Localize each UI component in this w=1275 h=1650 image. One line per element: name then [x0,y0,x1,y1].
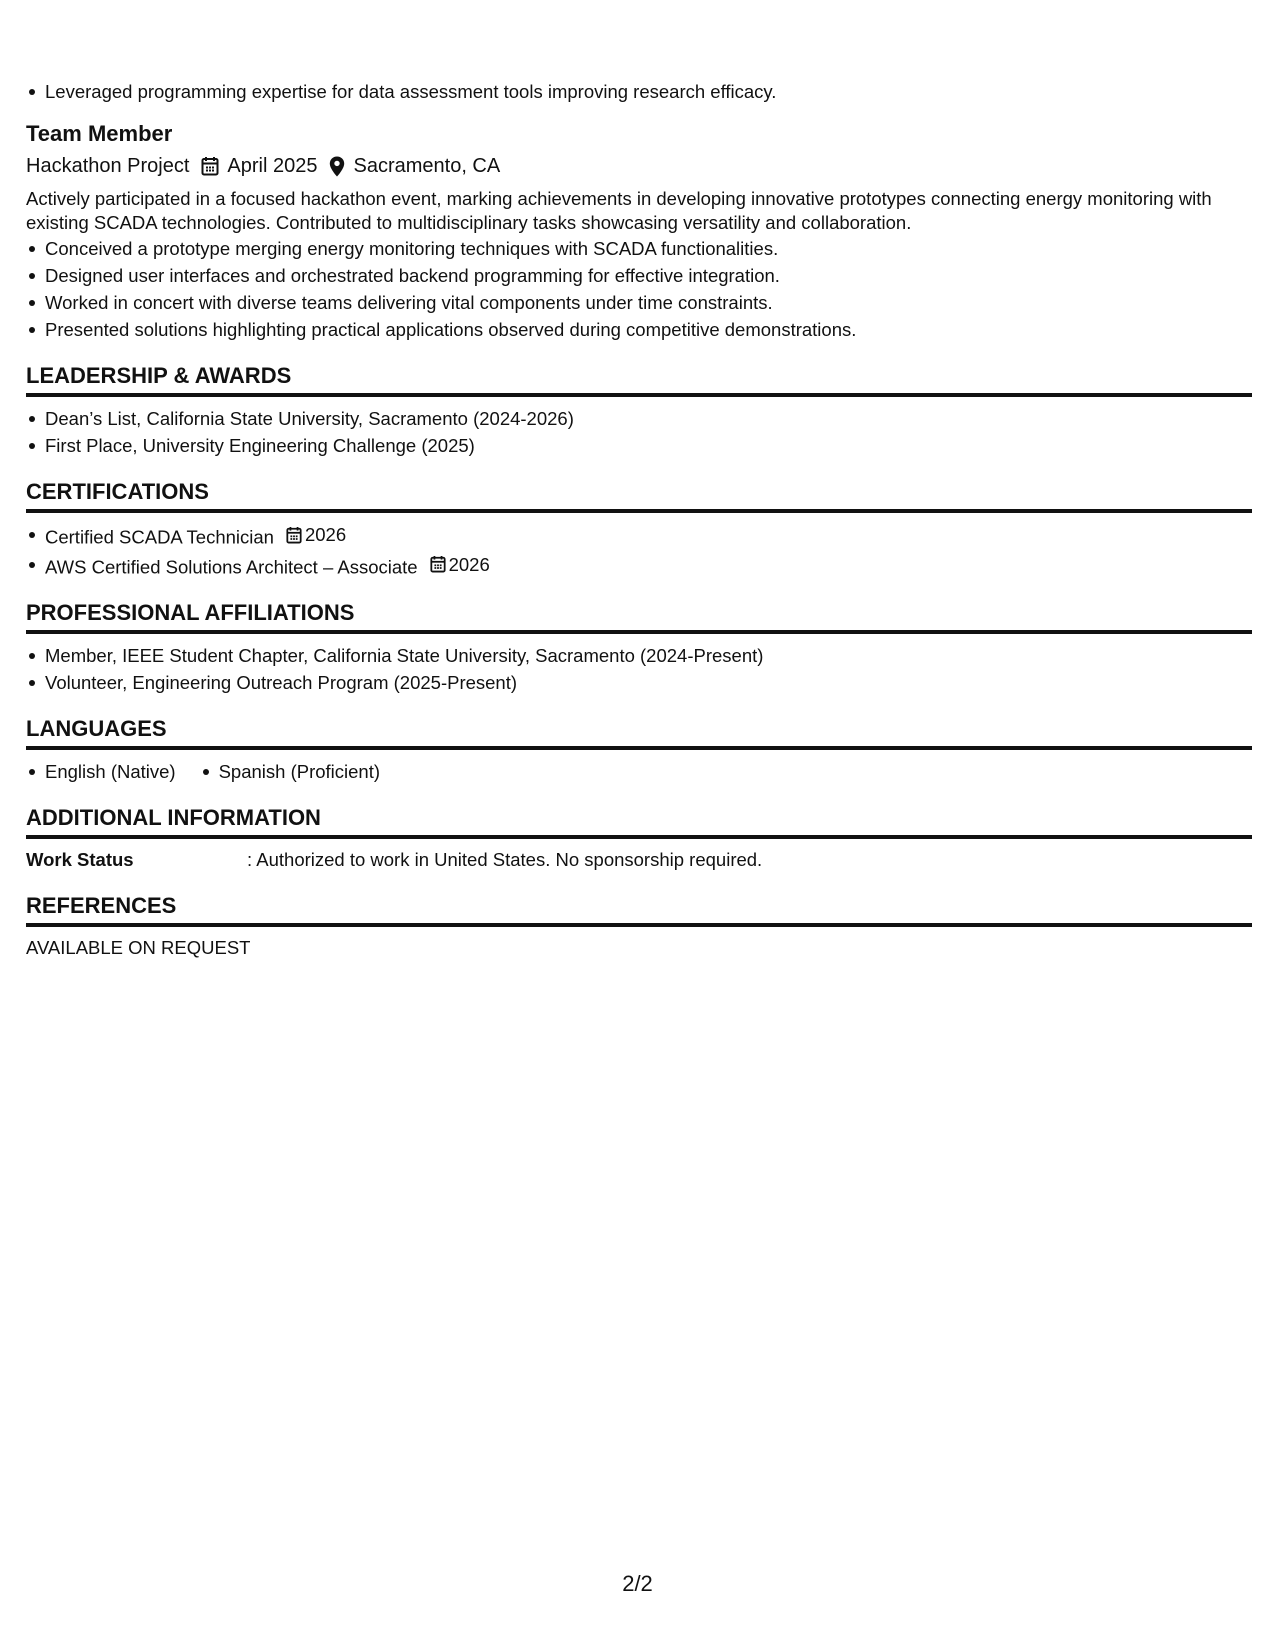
certification-name: AWS Certified Solutions Architect – Associate [45,556,418,577]
list-item: Leveraged programming expertise for data assessment tools improving research efficacy. [26,78,1252,105]
leadership-list [26,405,1252,459]
resume-page [26,78,1252,961]
work-status-row [26,847,1252,873]
entry-location: Sacramento, CA [353,155,501,177]
certification-year: 2026 [448,553,490,575]
page-number: 2/2 [622,1571,653,1596]
section-additional-information [26,805,1252,873]
list-item: Worked in concert with diverse teams delivering vital components under time constraints. [26,289,1252,316]
list-item: Dean’s List, California State University, Sacramento (2024-2026) [26,405,1252,432]
list-item: Designed user interfaces and orchestrated backend programming for effective integration. [26,262,1252,289]
section-references [26,893,1252,961]
previous-entry-bullets [26,78,1252,105]
certification-year: 2026 [304,524,347,545]
work-status-value: : Authorized to work in United States. No sponsorship required. [247,849,763,870]
entry-organization: Hackathon Project [26,155,190,177]
section-title: ADDITIONAL INFORMATION [26,805,1252,839]
section-languages [26,716,1252,785]
section-certifications [26,479,1252,580]
list-item [26,551,1252,581]
calendar-icon [201,156,219,176]
work-status-label: Work Status [26,849,134,870]
experience-entry [26,119,1252,343]
list-item: First Place, University Engineering Challenge (2025) [26,432,1252,459]
section-title: PROFESSIONAL AFFILIATIONS [26,600,1252,634]
entry-date: April 2025 [227,155,318,177]
section-title: REFERENCES [26,893,1252,927]
calendar-icon [286,526,302,544]
list-item: English (Native) [26,758,176,785]
list-item: Conceived a prototype merging energy monitoring techniques with SCADA functionalities. [26,235,1252,262]
certification-name: Certified SCADA Technician [45,526,274,548]
entry-description: Actively participated in a focused hackathon event, marking achievements in developing innovative prototypes connecting energy monitoring with existing SCADA technologies. Contributed to multidisciplinary tasks showcasing versatility and collaboration. [26,188,1212,233]
calendar-icon [430,555,446,573]
list-item: Volunteer, Engineering Outreach Program (2025-Present) [26,669,1252,696]
section-leadership [26,363,1252,459]
map-pin-icon [329,156,345,177]
section-affiliations [26,600,1252,696]
certifications-list [26,521,1252,580]
list-item: Spanish (Proficient) [200,758,380,785]
languages-list [26,758,1252,785]
affiliations-list [26,642,1252,696]
entry-bullets [26,235,1252,343]
section-title: LEADERSHIP & AWARDS [26,363,1252,397]
section-title: LANGUAGES [26,716,1252,750]
list-item [26,521,1252,551]
section-title: CERTIFICATIONS [26,479,1252,513]
list-item: Presented solutions highlighting practical applications observed during competitive demonstrations. [26,316,1252,343]
references-text: AVAILABLE ON REQUEST [26,937,251,958]
list-item: Member, IEEE Student Chapter, California State University, Sacramento (2024-Present) [26,642,1252,669]
entry-title: Team Member [26,121,173,146]
entry-subtitle [26,151,1252,181]
